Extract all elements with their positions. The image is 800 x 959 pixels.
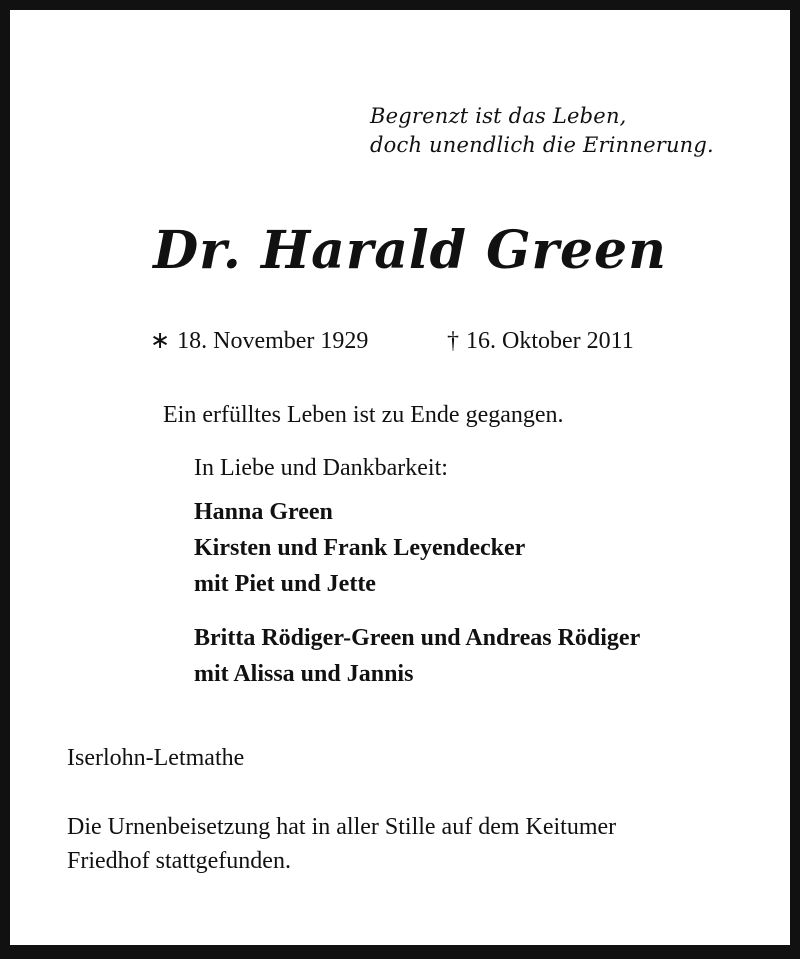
burial-notice-line-2: Friedhof stattgefunden.	[67, 848, 291, 874]
mourner-line: Britta Rödiger-Green und Andreas Rödiger	[194, 625, 641, 651]
motto-line-2: doch unendlich die Erinnerung.	[370, 133, 714, 157]
burial-notice	[67, 810, 616, 878]
mourner-group-2	[194, 620, 640, 692]
burial-notice-line-1: Die Urnenbeisetzung hat in aller Stille auf dem Keitumer	[67, 814, 617, 840]
motto-line-1: Begrenzt ist das Leben,	[370, 104, 627, 128]
birth-star-icon: ∗	[150, 328, 171, 354]
closing-line: Ein erfülltes Leben ist zu Ende gegangen.	[163, 402, 564, 428]
mourner-line: mit Alissa und Jannis	[194, 661, 414, 687]
death-date-text: 16. Oktober 2011	[466, 328, 634, 354]
mourner-line: mit Piet und Jette	[194, 571, 376, 597]
mourners-intro: In Liebe und Dankbarkeit:	[194, 455, 448, 481]
death-date	[447, 326, 634, 356]
mourner-line: Kirsten und Frank Leyendecker	[194, 535, 526, 561]
birth-date-text: 18. November 1929	[177, 328, 369, 354]
motto-quote	[370, 102, 714, 160]
mourner-line: Hanna Green	[194, 499, 333, 525]
place-name: Iserlohn-Letmathe	[67, 745, 245, 771]
birth-date	[150, 326, 368, 356]
death-cross-icon: †	[447, 328, 459, 354]
deceased-name: Dr. Harald Green	[153, 220, 667, 281]
mourner-group-1	[194, 494, 525, 602]
